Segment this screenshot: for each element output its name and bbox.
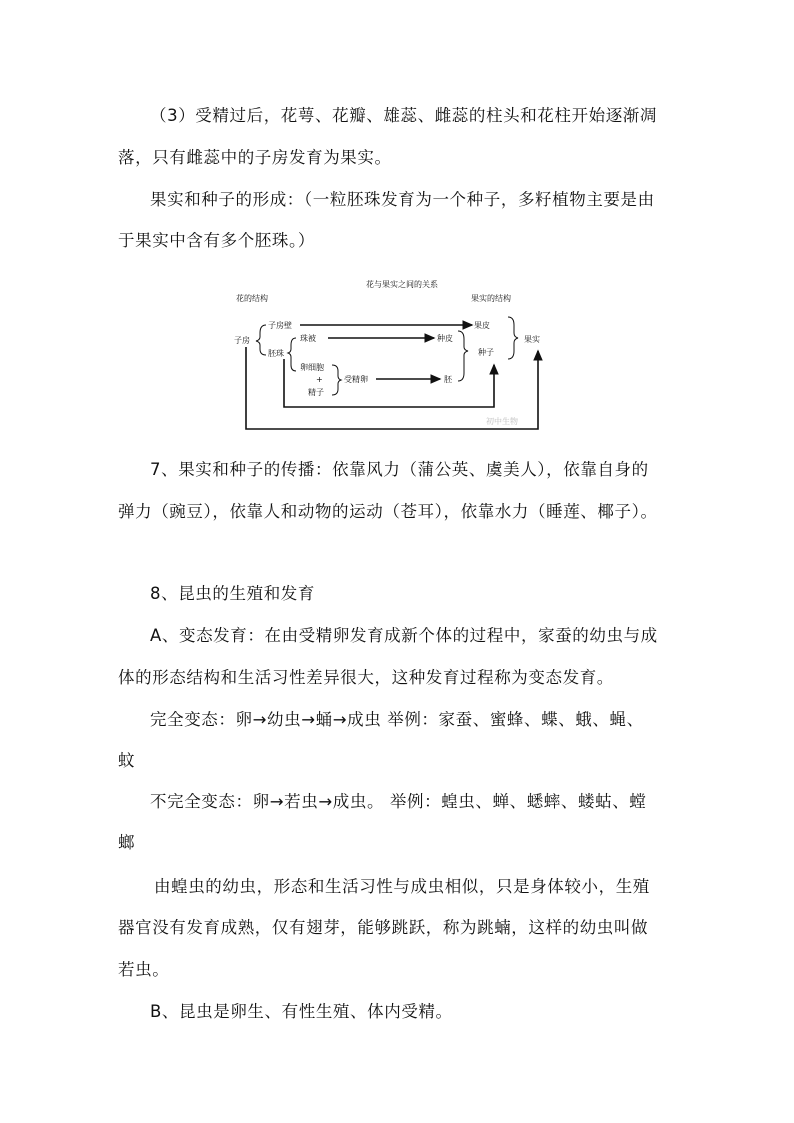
label-seed: 种子 [478, 348, 494, 357]
brace-fruit [508, 317, 518, 359]
section7-line2: 弹力（豌豆），依靠人和动物的运动（苍耳），依靠水力（睡莲、椰子）。 [118, 502, 658, 521]
label-fertilized-egg: 受精卵 [344, 375, 368, 384]
complete-metamorphosis-line2: 蚊 [118, 751, 136, 770]
watermark-logo: 初中生物 [486, 417, 518, 426]
incomplete-metamorphosis-line1: 不完全变态：卵→若虫→成虫。 举例：蝗虫、蝉、蟋蟀、蝼蛄、螳 [150, 792, 647, 811]
section3-line1: （3）受精过后，花萼、花瓣、雄蕊、雌蕊的柱头和花柱开始逐渐凋 [150, 106, 657, 125]
brace-seed [458, 331, 468, 381]
nymph-line2: 器官没有发育成熟，仅有翅芽，能够跳跃，称为跳蝻，这样的幼虫叫做 [118, 918, 649, 937]
nymph-line1: 由蝗虫的幼虫，形态和生活习性与成虫相似，只是身体较小，生殖 [154, 877, 650, 896]
fruit-structure-header: 果实的结构 [471, 294, 511, 303]
brace-ovary [256, 325, 266, 355]
incomplete-metamorphosis-line2: 螂 [118, 833, 136, 852]
fruit-seed-formation-line1: 果实和种子的形成：（一粒胚珠发育为一个种子，多籽植物主要是由 [150, 190, 655, 209]
section3-line2: 落，只有雌蕊中的子房发育为果实。 [118, 148, 392, 167]
diagram-title: 花与果实之间的关系 [366, 280, 438, 289]
label-fruit: 果实 [524, 335, 540, 344]
label-sperm: 精子 [308, 388, 324, 397]
section8-a-line1: A、变态发育：在由受精卵发育成新个体的过程中，家蚕的幼虫与成 [150, 626, 658, 645]
label-embryo: 胚 [444, 375, 452, 384]
fruit-seed-formation-line2: 于果实中含有多个胚珠。） [118, 231, 315, 250]
section8-heading: 8、昆虫的生殖和发育 [150, 584, 315, 603]
brace-fertilization [332, 365, 341, 395]
flower-fruit-relationship-diagram [228, 275, 558, 435]
brace-ovule [288, 338, 296, 371]
label-seed-coat: 种皮 [437, 334, 453, 343]
section8-a-line2: 体的形态结构和生活习性差异很大，这种发育过程称为变态发育。 [118, 668, 614, 687]
label-ovary-wall: 子房壁 [268, 321, 292, 330]
section8-b-line: B、昆虫是卵生、有性生殖、体内受精。 [150, 1002, 453, 1021]
label-plus: + [316, 375, 323, 384]
nymph-line3: 若虫。 [118, 960, 170, 979]
label-integument: 珠被 [300, 334, 316, 343]
label-ovary: 子房 [234, 336, 250, 345]
flower-structure-header: 花的结构 [236, 294, 268, 303]
complete-metamorphosis-line1: 完全变态：卵→幼虫→蛹→成虫 举例：家蚕、蜜蜂、蝶、蛾、蝇、 [150, 710, 644, 729]
label-ovule: 胚珠 [268, 349, 284, 358]
label-pericarp: 果皮 [474, 321, 490, 330]
section7-line1: 7、果实和种子的传播：依靠风力（蒲公英、虞美人），依靠自身的 [150, 460, 649, 479]
label-egg-cell: 卵细胞 [300, 363, 324, 372]
